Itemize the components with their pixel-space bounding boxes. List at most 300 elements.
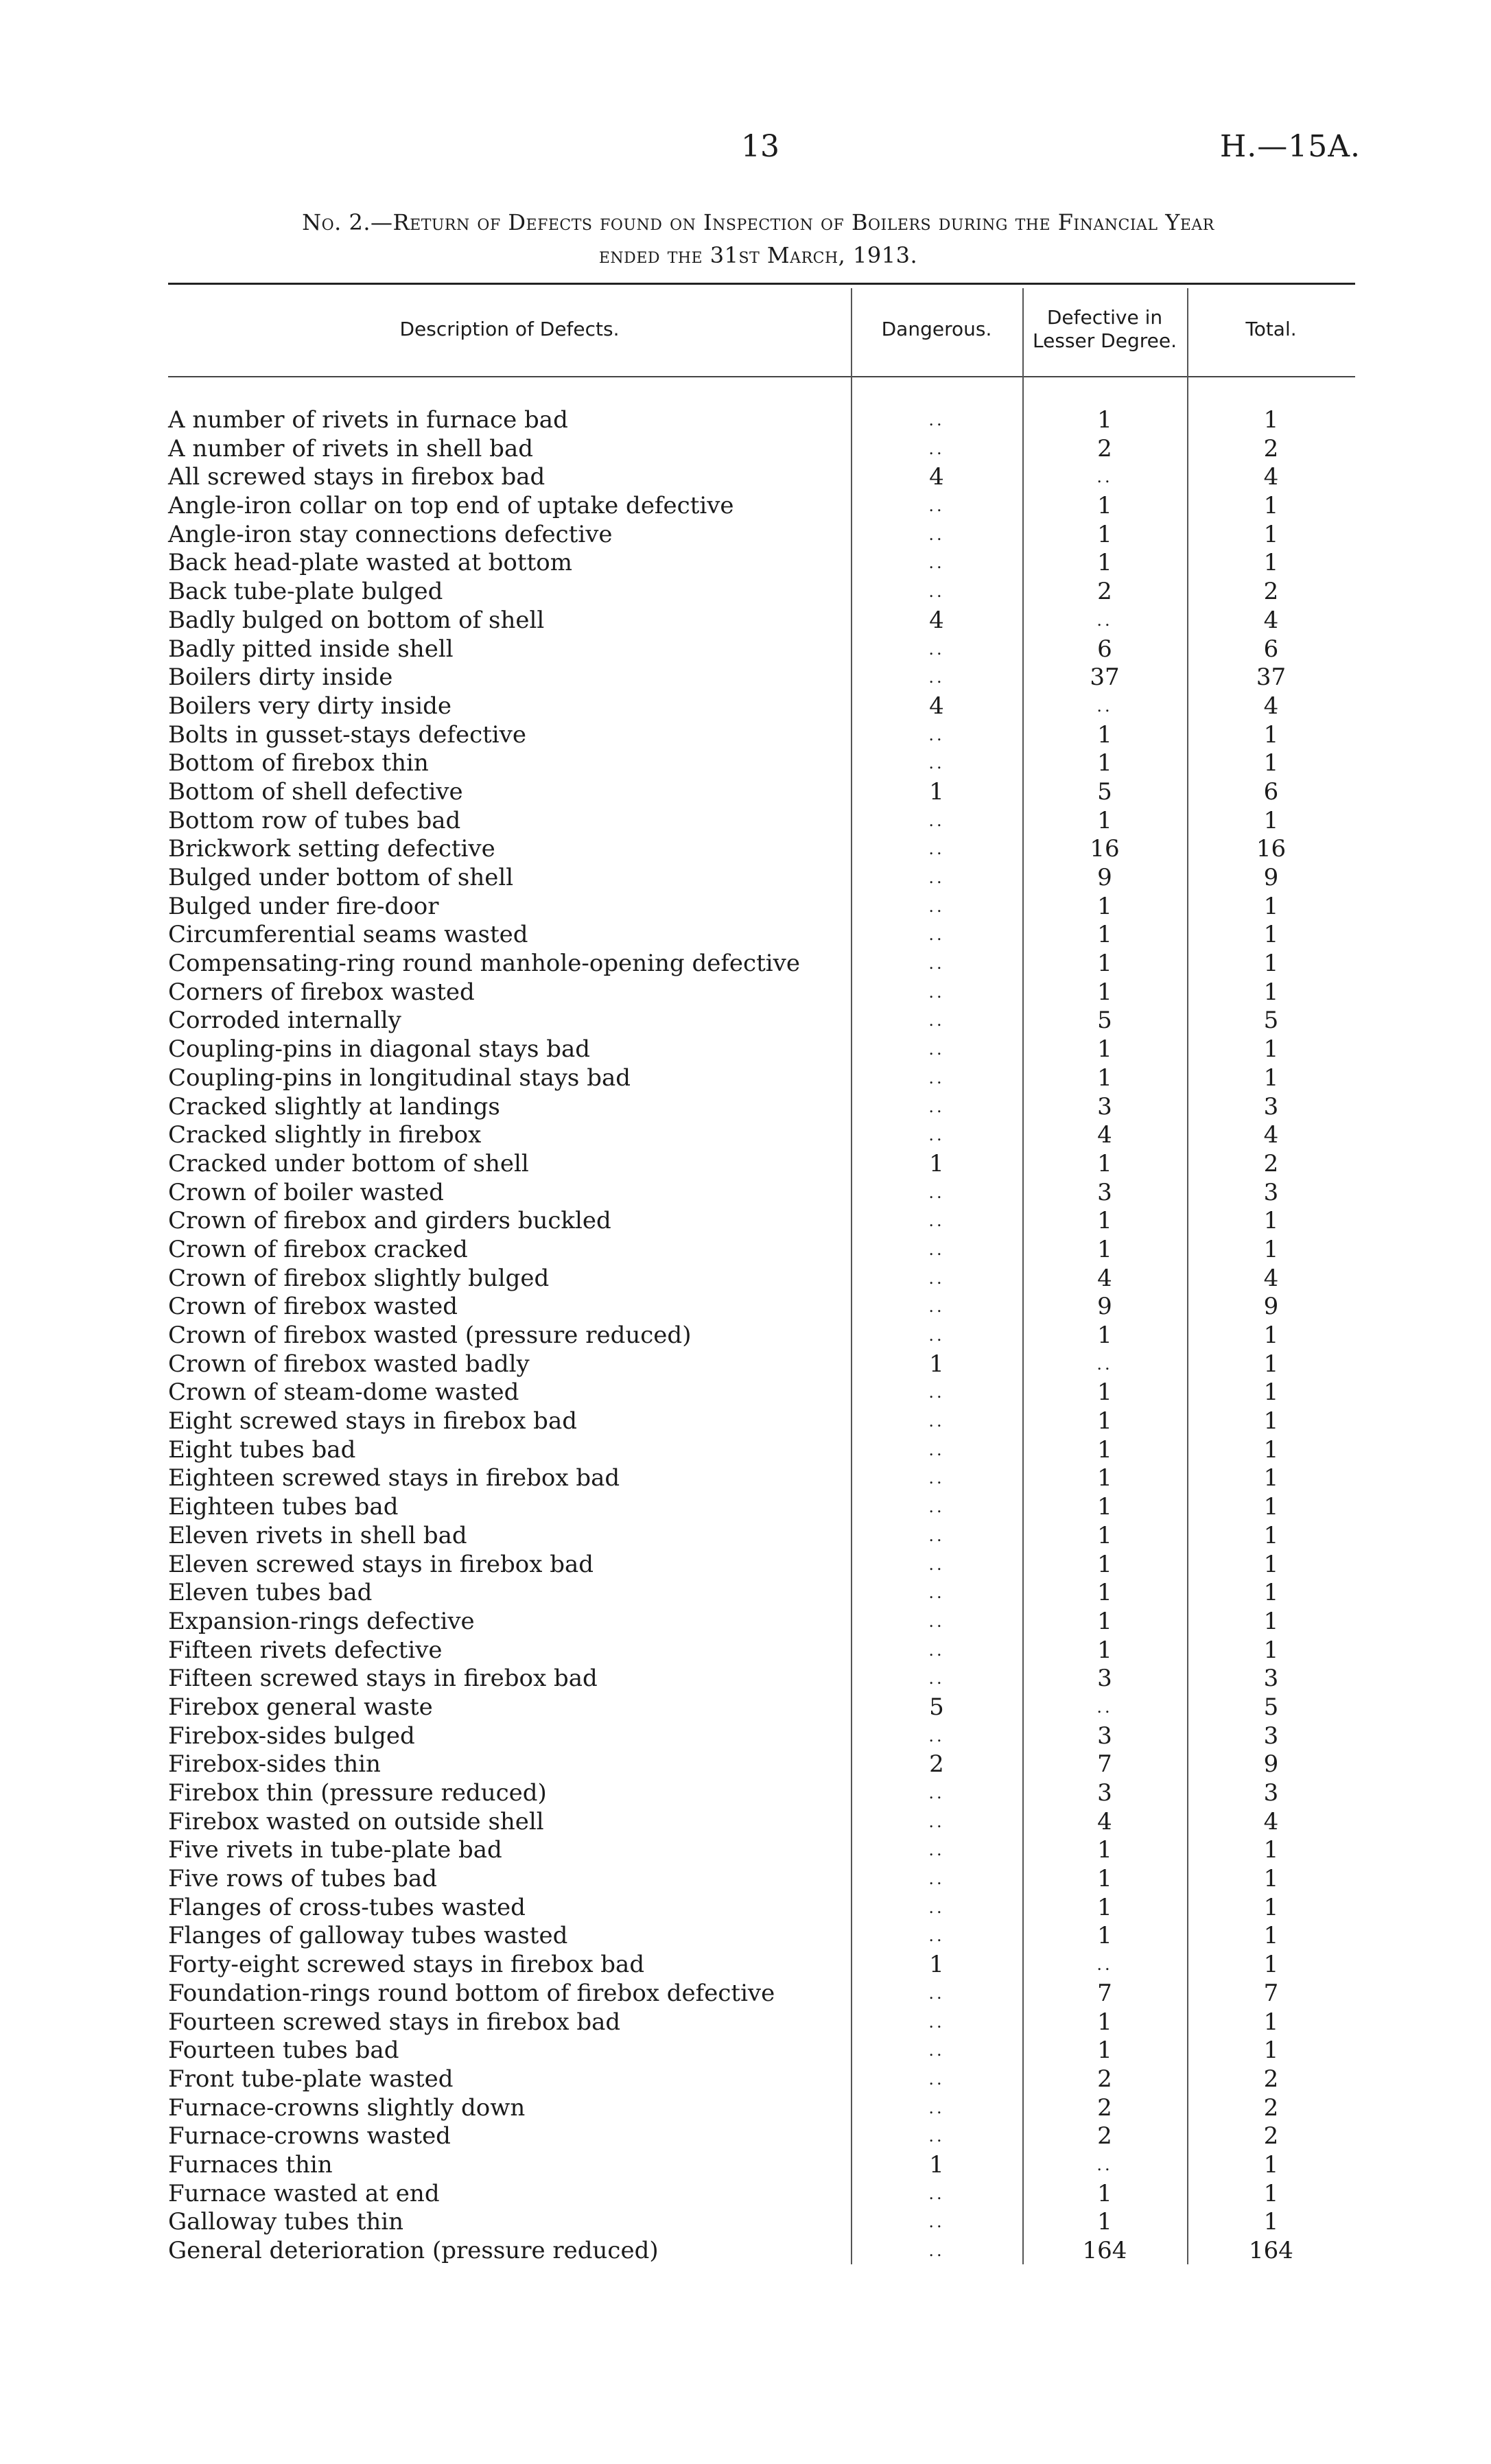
total-count: 1 (1263, 1235, 1279, 1263)
header-lesser-line1: Defective in (1046, 306, 1163, 329)
dangerous-count: 4 (929, 463, 944, 491)
defect-description: General deterioration (pressure reduced) (168, 2237, 659, 2264)
lesser-degree-count: 1 (1097, 549, 1112, 577)
lesser-degree-count: 1 (1097, 1322, 1112, 1349)
defect-description: Cracked under bottom of shell (168, 1149, 529, 1177)
total-count: 9 (1263, 864, 1279, 891)
table-row (0, 2122, 1491, 2151)
lesser-degree-count: .. (1096, 1697, 1113, 1717)
table-title (165, 206, 1352, 272)
total-count: 1 (1263, 720, 1279, 749)
dangerous-count: .. (928, 438, 945, 458)
dangerous-count: .. (928, 524, 945, 544)
lesser-degree-count: 1 (1097, 1149, 1112, 1177)
header-lesser-line2: Lesser Degree. (1033, 329, 1177, 352)
table-row (0, 1179, 1491, 1208)
lesser-degree-count: 2 (1097, 434, 1112, 462)
defect-description: Eighteen screwed stays in firebox bad (168, 1464, 620, 1492)
dangerous-count: .. (928, 496, 945, 516)
total-count: 1 (1263, 1035, 1279, 1064)
dangerous-count: .. (928, 896, 945, 916)
lesser-degree-count: 3 (1097, 1665, 1112, 1693)
defect-description: Eight screwed stays in firebox bad (168, 1407, 577, 1435)
lesser-degree-count: 1 (1097, 1407, 1112, 1435)
header-description: Description of Defects. (399, 318, 620, 340)
total-count: 1 (1263, 492, 1279, 520)
dangerous-count: .. (928, 582, 945, 602)
table-row (0, 807, 1491, 836)
defect-description: Fifteen screwed stays in firebox bad (168, 1665, 598, 1693)
table-row (0, 1493, 1491, 1522)
table-row (0, 1407, 1491, 1436)
table-row (0, 1265, 1491, 1293)
defect-description: Firebox wasted on outside shell (168, 1807, 544, 1835)
defect-description: Fifteen rivets defective (168, 1636, 443, 1664)
table-row (0, 1951, 1491, 1980)
defect-description: Firebox thin (pressure reduced) (168, 1779, 547, 1807)
table-row (0, 1293, 1491, 1322)
table-row (0, 635, 1491, 664)
table-row (0, 835, 1491, 864)
table-row (0, 2208, 1491, 2237)
lesser-degree-count: 1 (1097, 520, 1112, 548)
dangerous-count: .. (928, 1983, 945, 2003)
table-row (0, 549, 1491, 578)
lesser-degree-count: 1 (1097, 1235, 1112, 1263)
lesser-degree-count: 1 (1097, 2008, 1112, 2036)
lesser-degree-count: .. (1096, 467, 1113, 487)
header-total: Total. (1245, 318, 1297, 340)
total-count: 1 (1263, 1865, 1279, 1893)
total-count: 1 (1263, 1550, 1279, 1578)
total-count: 1 (1263, 1493, 1279, 1521)
defect-description: Eleven screwed stays in firebox bad (168, 1550, 594, 1578)
table-row (0, 607, 1491, 635)
total-count: 1 (1263, 1922, 1279, 1950)
lesser-degree-count: 1 (1097, 1579, 1112, 1607)
total-count: 7 (1263, 1979, 1279, 2007)
lesser-degree-count: 2 (1097, 2065, 1112, 2093)
lesser-degree-count: 1 (1097, 749, 1112, 777)
lesser-degree-count: 9 (1097, 1293, 1112, 1321)
defect-description: Brickwork setting defective (168, 835, 495, 863)
table-row (0, 1722, 1491, 1751)
defect-description: Firebox-sides bulged (168, 1722, 415, 1750)
table-row (0, 2151, 1491, 2180)
total-count: 164 (1249, 2237, 1293, 2264)
lesser-degree-count: 1 (1097, 2179, 1112, 2207)
dangerous-count: .. (928, 2012, 945, 2032)
total-count: 1 (1263, 892, 1279, 920)
lesser-degree-count: 37 (1090, 664, 1120, 692)
table-row (0, 578, 1491, 607)
dangerous-count: .. (928, 639, 945, 659)
total-count: 1 (1263, 1322, 1279, 1349)
dangerous-count: .. (928, 1726, 945, 1746)
total-count: 6 (1263, 777, 1279, 806)
dangerous-count: 4 (929, 606, 944, 634)
defect-description: Badly pitted inside shell (168, 635, 454, 663)
table-row (0, 1150, 1491, 1179)
lesser-degree-count: 1 (1097, 1378, 1112, 1407)
lesser-degree-count: 1 (1097, 1922, 1112, 1950)
lesser-degree-count: 1 (1097, 1521, 1112, 1549)
total-count: 1 (1263, 2037, 1279, 2065)
defect-description: Boilers very dirty inside (168, 692, 451, 720)
table-row (0, 1350, 1491, 1379)
table-row (0, 1980, 1491, 2008)
total-count: 1 (1263, 520, 1279, 548)
defect-description: Furnace wasted at end (168, 2179, 440, 2207)
defect-description: Foundation-rings round bottom of firebox defective (168, 1979, 775, 2007)
total-count: 9 (1263, 1750, 1279, 1779)
dangerous-count: 2 (929, 1750, 944, 1779)
total-count: 1 (1263, 406, 1279, 434)
header-lesser-degree (1022, 306, 1187, 353)
dangerous-count: .. (928, 1411, 945, 1431)
dangerous-count: .. (928, 1811, 945, 1831)
table-row (0, 1608, 1491, 1636)
dangerous-count: .. (928, 954, 945, 974)
table-row (0, 435, 1491, 464)
dangerous-count: .. (928, 982, 945, 1002)
lesser-degree-count: 4 (1097, 1264, 1112, 1292)
total-count: 9 (1263, 1293, 1279, 1321)
page-number: 13 (741, 129, 779, 164)
table-row (0, 492, 1491, 521)
dangerous-count: .. (928, 2212, 945, 2232)
header-rule (168, 376, 1355, 377)
dangerous-count: .. (928, 1669, 945, 1689)
defect-description: Back head-plate wasted at bottom (168, 549, 572, 577)
total-count: 1 (1263, 2179, 1279, 2207)
defect-description: A number of rivets in shell bad (168, 434, 533, 462)
dangerous-count: .. (928, 1440, 945, 1459)
table-row (0, 1236, 1491, 1265)
defect-description: Coupling-pins in longitudinal stays bad (168, 1064, 631, 1092)
table-row (0, 463, 1491, 492)
table-row (0, 406, 1491, 435)
dangerous-count: .. (928, 725, 945, 744)
table-row (0, 921, 1491, 950)
total-count: 1 (1263, 1836, 1279, 1864)
lesser-degree-count: 2 (1097, 2122, 1112, 2150)
defect-description: Front tube-plate wasted (168, 2065, 454, 2093)
total-count: 1 (1263, 1893, 1279, 1921)
defect-description: Furnaces thin (168, 2150, 333, 2179)
dangerous-count: .. (928, 1497, 945, 1517)
dangerous-count: .. (928, 1583, 945, 1603)
table-row (0, 1779, 1491, 1808)
lesser-degree-count: 1 (1097, 1035, 1112, 1064)
dangerous-count: .. (928, 1525, 945, 1545)
lesser-degree-count: .. (1096, 610, 1113, 630)
lesser-degree-count: 1 (1097, 1865, 1112, 1893)
dangerous-count: .. (928, 868, 945, 887)
defect-description: Firebox general waste (168, 1693, 433, 1721)
dangerous-count: .. (928, 1468, 945, 1488)
total-count: 3 (1263, 1665, 1279, 1693)
lesser-degree-count: 1 (1097, 406, 1112, 434)
defect-description: Cracked slightly in firebox (168, 1121, 482, 1149)
lesser-degree-count: 1 (1097, 2208, 1112, 2236)
lesser-degree-count: 9 (1097, 864, 1112, 891)
total-count: 1 (1263, 1435, 1279, 1464)
lesser-degree-count: .. (1096, 696, 1113, 716)
defect-description: Eleven tubes bad (168, 1579, 373, 1607)
lesser-degree-count: 7 (1097, 1750, 1112, 1779)
lesser-degree-count: .. (1096, 1955, 1113, 1975)
defect-description: Boilers dirty inside (168, 664, 393, 692)
dangerous-count: .. (928, 1783, 945, 1803)
dangerous-count: .. (928, 810, 945, 830)
total-count: 1 (1263, 749, 1279, 777)
table-row (0, 1378, 1491, 1407)
table-row (0, 1035, 1491, 1064)
total-count: 4 (1263, 1264, 1279, 1292)
lesser-degree-count: 5 (1097, 1007, 1112, 1035)
total-count: 1 (1263, 1464, 1279, 1492)
defect-description: Crown of firebox cracked (168, 1235, 468, 1263)
total-count: 5 (1263, 1007, 1279, 1035)
dangerous-count: .. (928, 1125, 945, 1145)
defect-description: Crown of firebox wasted (pressure reduced) (168, 1322, 692, 1349)
defect-description: Expansion-rings defective (168, 1607, 475, 1635)
lesser-degree-count: 1 (1097, 1893, 1112, 1921)
defect-description: Five rivets in tube-plate bad (168, 1836, 502, 1864)
defect-description: Circumferential seams wasted (168, 921, 528, 949)
table-row (0, 950, 1491, 978)
dangerous-count: .. (928, 2183, 945, 2203)
dangerous-count: .. (928, 1268, 945, 1288)
table-row (0, 2237, 1491, 2266)
defect-description: Galloway tubes thin (168, 2208, 404, 2236)
table-row (0, 1007, 1491, 1035)
total-count: 2 (1263, 1149, 1279, 1177)
total-count: 3 (1263, 1092, 1279, 1120)
total-count: 5 (1263, 1693, 1279, 1721)
lesser-degree-count: 5 (1097, 777, 1112, 806)
lesser-degree-count: 1 (1097, 492, 1112, 520)
dangerous-count: .. (928, 839, 945, 859)
lesser-degree-count: 3 (1097, 1092, 1112, 1120)
table-row (0, 1894, 1491, 1923)
lesser-degree-count: 1 (1097, 1207, 1112, 1235)
total-count: 1 (1263, 2008, 1279, 2036)
dangerous-count: .. (928, 2041, 945, 2061)
total-count: 3 (1263, 1722, 1279, 1750)
total-count: 4 (1263, 692, 1279, 720)
dangerous-count: .. (928, 1869, 945, 1889)
dangerous-count: .. (928, 1926, 945, 1946)
dangerous-count: 1 (929, 1350, 944, 1378)
defect-description: Bottom of shell defective (168, 777, 463, 806)
total-count: 4 (1263, 1121, 1279, 1149)
table-row (0, 721, 1491, 750)
defect-description: Corners of firebox wasted (168, 978, 475, 1006)
dangerous-count: .. (928, 2241, 945, 2260)
dangerous-count: 1 (929, 1951, 944, 1979)
lesser-degree-count: 2 (1097, 2093, 1112, 2122)
total-count: 1 (1263, 1521, 1279, 1549)
dangerous-count: .. (928, 1040, 945, 1059)
total-count: 37 (1256, 664, 1287, 692)
document-reference: H.—15A. (1219, 129, 1361, 164)
table-title-line2: ended the 31st March, 1913. (598, 242, 918, 268)
header-dangerous: Dangerous. (881, 318, 992, 340)
total-count: 2 (1263, 2093, 1279, 2122)
defect-description: Crown of steam-dome wasted (168, 1378, 519, 1407)
lesser-degree-count: 1 (1097, 892, 1112, 920)
defect-description: Badly bulged on bottom of shell (168, 606, 545, 634)
lesser-degree-count: 1 (1097, 978, 1112, 1006)
total-count: 2 (1263, 2122, 1279, 2150)
table-row (0, 2180, 1491, 2209)
dangerous-count: .. (928, 2069, 945, 2089)
dangerous-count: .. (928, 1383, 945, 1403)
total-count: 4 (1263, 606, 1279, 634)
dangerous-count: .. (928, 1326, 945, 1345)
total-count: 6 (1263, 635, 1279, 663)
dangerous-count: 4 (929, 692, 944, 720)
dangerous-count: .. (928, 1239, 945, 1259)
defect-description: Bolts in gusset-stays defective (168, 720, 527, 749)
defect-description: Forty-eight screwed stays in firebox bad (168, 1951, 645, 1979)
defect-description: Crown of firebox slightly bulged (168, 1264, 550, 1292)
total-count: 1 (1263, 1636, 1279, 1664)
total-count: 1 (1263, 921, 1279, 949)
table-row (0, 1551, 1491, 1580)
table-row (0, 1922, 1491, 1951)
table-row (0, 664, 1491, 692)
dangerous-count: .. (928, 925, 945, 945)
dangerous-count: .. (928, 1840, 945, 1860)
dangerous-count: 1 (929, 2150, 944, 2179)
total-count: 3 (1263, 1779, 1279, 1807)
dangerous-count: .. (928, 1011, 945, 1031)
table-row (0, 749, 1491, 778)
total-count: 3 (1263, 1178, 1279, 1206)
defect-description: Crown of firebox wasted badly (168, 1350, 530, 1378)
table-row (0, 1121, 1491, 1150)
defect-description: Fourteen tubes bad (168, 2037, 399, 2065)
lesser-degree-count: .. (1096, 1354, 1113, 1374)
total-count: 2 (1263, 578, 1279, 606)
dangerous-count: .. (928, 2126, 945, 2146)
defect-description: Eighteen tubes bad (168, 1493, 399, 1521)
lesser-degree-count: 1 (1097, 1636, 1112, 1664)
total-count: 1 (1263, 950, 1279, 978)
total-count: 1 (1263, 1378, 1279, 1407)
defect-description: Bottom of firebox thin (168, 749, 429, 777)
table-row (0, 1064, 1491, 1093)
defect-description: Bottom row of tubes bad (168, 806, 461, 834)
dangerous-count: .. (928, 668, 945, 688)
table-row (0, 521, 1491, 550)
lesser-degree-count: 4 (1097, 1807, 1112, 1835)
lesser-degree-count: 16 (1090, 835, 1120, 863)
lesser-degree-count: 1 (1097, 1493, 1112, 1521)
lesser-degree-count: 1 (1097, 720, 1112, 749)
lesser-degree-count: 4 (1097, 1121, 1112, 1149)
defect-description: Crown of firebox and girders buckled (168, 1207, 611, 1235)
dangerous-count: .. (928, 753, 945, 773)
lesser-degree-count: 3 (1097, 1722, 1112, 1750)
total-count: 1 (1263, 1064, 1279, 1092)
lesser-degree-count: 7 (1097, 1979, 1112, 2007)
table-row (0, 893, 1491, 922)
lesser-degree-count: 164 (1082, 2237, 1127, 2264)
total-count: 1 (1263, 549, 1279, 577)
lesser-degree-count: 1 (1097, 1064, 1112, 1092)
total-count: 1 (1263, 978, 1279, 1006)
dangerous-count: 1 (929, 777, 944, 806)
defect-description: Compensating-ring round manhole-opening defective (168, 950, 800, 978)
total-count: 1 (1263, 2150, 1279, 2179)
defect-description: Eleven rivets in shell bad (168, 1521, 467, 1549)
lesser-degree-count: 3 (1097, 1779, 1112, 1807)
lesser-degree-count: 1 (1097, 921, 1112, 949)
defect-description: Crown of firebox wasted (168, 1293, 458, 1321)
total-count: 2 (1263, 434, 1279, 462)
table-row (0, 978, 1491, 1007)
total-count: 1 (1263, 1407, 1279, 1435)
dangerous-count: .. (928, 1297, 945, 1317)
top-rule (168, 283, 1355, 285)
dangerous-count: .. (928, 1182, 945, 1202)
total-count: 1 (1263, 806, 1279, 834)
defect-description: Flanges of cross-tubes wasted (168, 1893, 526, 1921)
dangerous-count: .. (928, 553, 945, 573)
dangerous-count: .. (928, 2098, 945, 2117)
total-count: 2 (1263, 2065, 1279, 2093)
table-row (0, 2008, 1491, 2037)
table-title-line1: No. 2.—Return of Defects found on Inspection of Boilers during the Financial Year (302, 209, 1214, 235)
table-row (0, 1836, 1491, 1865)
dangerous-count: .. (928, 410, 945, 430)
dangerous-count: .. (928, 1096, 945, 1116)
lesser-degree-count: 1 (1097, 1464, 1112, 1492)
lesser-degree-count: 1 (1097, 1836, 1112, 1864)
defect-description: Furnace-crowns wasted (168, 2122, 451, 2150)
lesser-degree-count: 6 (1097, 635, 1112, 663)
total-count: 1 (1263, 1951, 1279, 1979)
dangerous-count: .. (928, 1640, 945, 1660)
table-row (0, 1522, 1491, 1551)
table-row (0, 1693, 1491, 1722)
defect-description: Corroded internally (168, 1007, 401, 1035)
table-row (0, 1464, 1491, 1493)
defect-description: Back tube-plate bulged (168, 578, 443, 606)
defect-description: Firebox-sides thin (168, 1750, 381, 1779)
dangerous-count: .. (928, 1211, 945, 1231)
table-row (0, 1579, 1491, 1608)
lesser-degree-count: 1 (1097, 1607, 1112, 1635)
lesser-degree-count: 1 (1097, 1435, 1112, 1464)
defect-description: A number of rivets in furnace bad (168, 406, 568, 434)
total-count: 1 (1263, 1207, 1279, 1235)
defect-description: Cracked slightly at landings (168, 1092, 500, 1120)
total-count: 1 (1263, 1607, 1279, 1635)
defect-description: Bulged under fire-door (168, 892, 439, 920)
defect-description: Coupling-pins in diagonal stays bad (168, 1035, 591, 1064)
total-count: 4 (1263, 463, 1279, 491)
defects-table-body (0, 406, 1491, 2266)
table-row (0, 692, 1491, 721)
defect-description: Crown of boiler wasted (168, 1178, 444, 1206)
dangerous-count: .. (928, 1611, 945, 1631)
table-row (0, 1750, 1491, 1779)
